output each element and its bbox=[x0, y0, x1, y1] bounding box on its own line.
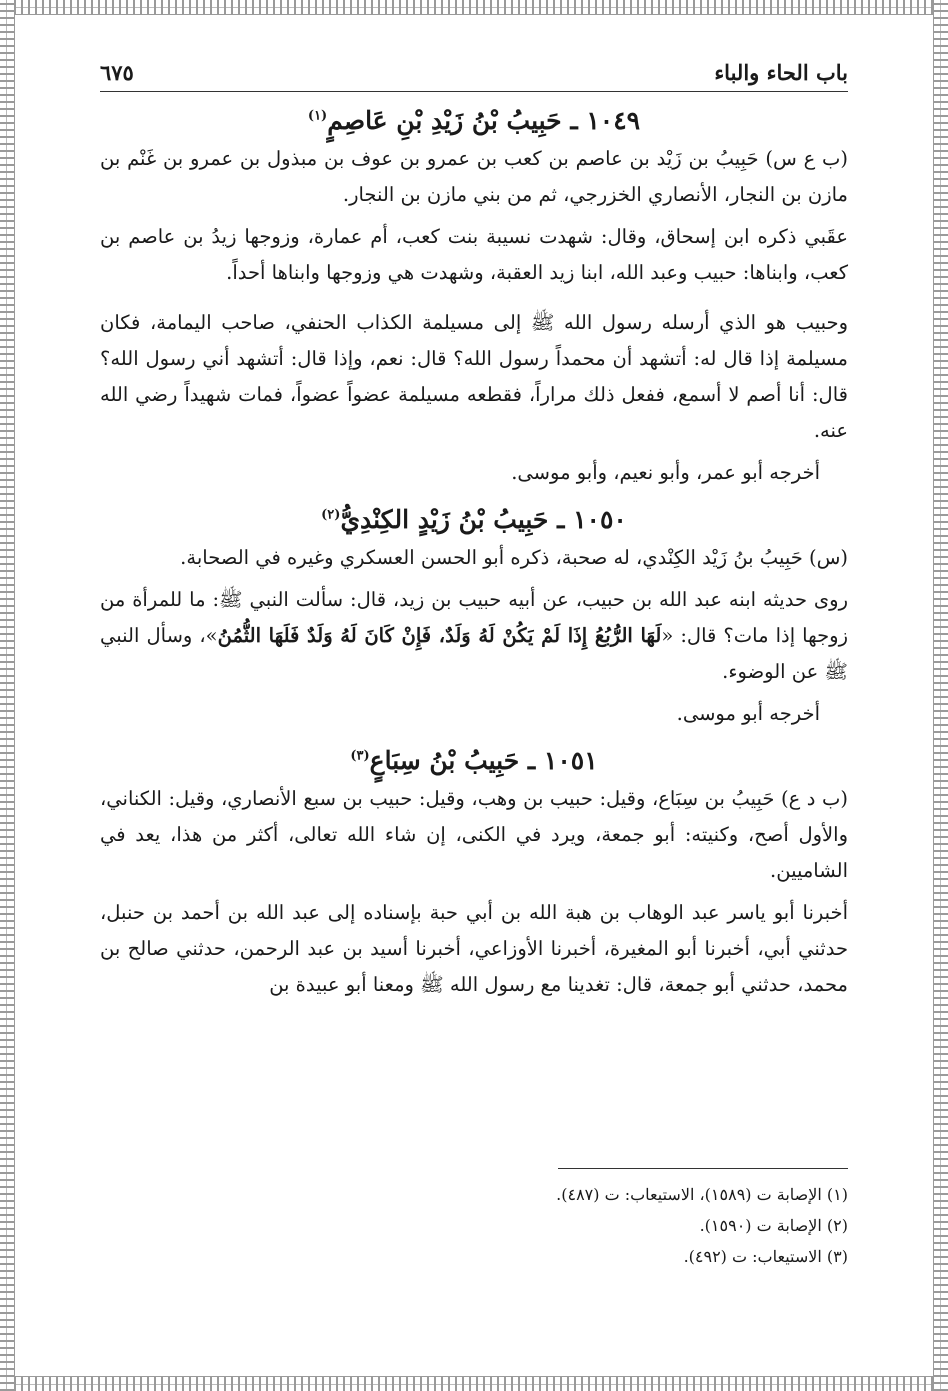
entry-title-text: ١٠٤٩ ـ حَبِيبُ بْنُ زَيْدِ بْنِ عَاصِمٍ bbox=[327, 106, 641, 135]
footnotes bbox=[100, 1168, 848, 1272]
chapter-title: باب الحاء والباء bbox=[714, 60, 848, 85]
entry-attribution: أخرجه أبو عمر، وأبو نعيم، وأبو موسى. bbox=[511, 461, 820, 484]
entry-title-1049 bbox=[100, 106, 848, 135]
footnote-item: (٢) الإصابة ت (١٥٩٠). bbox=[699, 1216, 848, 1235]
footnote-item: (٣) الاستيعاب: ت (٤٩٢). bbox=[683, 1247, 848, 1266]
footnote-ref: (٢) bbox=[321, 507, 341, 523]
entry-paragraph: (ب د ع) حَبِيبُ بن سِبَاع، وقيل: حبيب بن وهب، وقيل: حبيب بن سبع الأنصاري، وقيل: الكناني، والأول أصح، وكنيته: أبو جمعة، ويرد في الكنى، إن شاء الله تعالى، أكثر من هذا، يعد في الشاميين. bbox=[100, 787, 848, 882]
entry-attribution: أخرجه أبو موسى. bbox=[676, 702, 820, 725]
entry-title-1051 bbox=[100, 746, 848, 775]
entry-paragraph: وحبيب هو الذي أرسله رسول الله ﷺ إلى مسيلمة الكذاب الحنفي، صاحب اليمامة، فكان مسيلمة إذا قال له: أتشهد أن محمداً رسول الله؟ قال: نعم، وإذا قال: أتشهد أني رسول الله؟ قال: أنا أصم لا أسمع، ففعل ذلك مراراً، فقطعه مسيلمة عضواً عضواً، فمات شهيداً رضي الله عنه. bbox=[100, 311, 848, 442]
hadith-paragraph bbox=[100, 582, 848, 690]
ornamental-border-top bbox=[0, 0, 948, 15]
entry-paragraph: أخبرنا أبو ياسر عبد الوهاب بن هبة الله بن أبي حبة بإسناده إلى عبد الله بن أحمد بن حنبل، حدثني أبي، أخبرنا أبو المغيرة، أخبرنا الأوزاعي، أخبرنا أسيد بن عبد الرحمن، حدثني صالح بن محمد، حدثني أبو جمعة، قال: تغدينا مع رسول الله ﷺ ومعنا أبو عبيدة بن bbox=[100, 901, 848, 996]
entry-title-text: ١٠٥٠ ـ حَبِيبُ بْنُ زَيْدٍ الكِنْدِيُّ bbox=[340, 505, 627, 534]
hadith-tail-text: »، وسأل النبي ﷺ عن الوضوء. bbox=[100, 624, 848, 683]
footnote-ref: (٣) bbox=[350, 748, 370, 764]
ornamental-border-left bbox=[0, 0, 15, 1391]
entry-paragraph: (ب ع س) حَبِيبُ بن زَيْد بن عاصم بن كعب بن عمرو بن عوف بن مبذول بن عمرو بن غَنْم بن مازن بن النجار، الأنصاري الخزرجي، ثم من بني مازن بن النجار. bbox=[100, 147, 848, 206]
entry-title-1050 bbox=[100, 505, 848, 534]
page-number: ٦٧٥ bbox=[100, 60, 134, 85]
entry-title-text: ١٠٥١ ـ حَبِيبُ بْنُ سِبَاعٍ bbox=[369, 746, 598, 775]
ornamental-border-right bbox=[933, 0, 948, 1391]
entry-paragraph: عقَبي ذكره ابن إسحاق، وقال: شهدت نسيبة بنت كعب، أم عمارة، وزوجها زيدُ بن عاصم بن كعب، وابناها: حبيب وعبد الله، ابنا زيد العقبة، وشهدت هي وزوجها وابناها أحداً. bbox=[100, 225, 848, 284]
hadith-lead-text: روى حديثه ابنه عبد الله بن حبيب، عن أبيه حبيب بن زيد، قال: سألت النبي ﷺ: ما للمرأة من زوجها إذا مات؟ قال: « bbox=[100, 588, 848, 647]
running-header bbox=[100, 60, 848, 92]
entry-paragraph: (س) حَبِيبُ بنُ زَيْد الكِنْدي، له صحبة، ذكره أبو الحسن العسكري وغيره في الصحابة. bbox=[180, 546, 848, 569]
ornamental-border-bottom bbox=[0, 1376, 948, 1391]
hadith-quote: لَهَا الرُّبُعُ إِذَا لَمْ يَكُنْ لَهُ وَلَدٌ، فَإِنْ كَانَ لَهُ وَلَدٌ فَلَهَا الثُّمُنُ bbox=[217, 624, 662, 647]
footnote-item: (١) الإصابة ت (١٥٨٩)، الاستيعاب: ت (٤٨٧). bbox=[556, 1185, 848, 1204]
footnote-divider bbox=[558, 1168, 848, 1169]
page-body bbox=[100, 60, 848, 1009]
footnote-ref: (١) bbox=[307, 108, 328, 124]
